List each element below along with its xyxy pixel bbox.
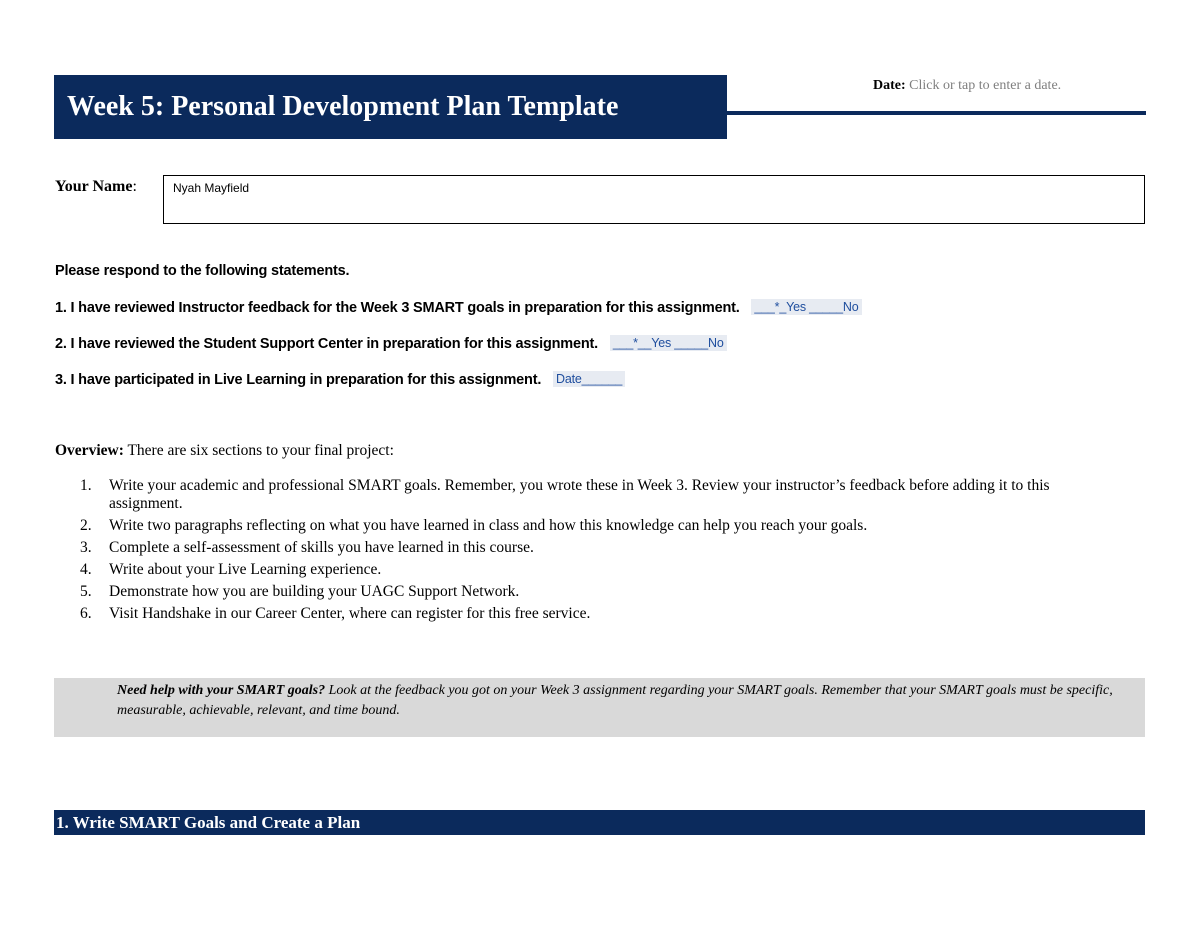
name-label-text: Your Name xyxy=(55,178,133,195)
statement-3 xyxy=(55,371,625,388)
statement-2 xyxy=(55,335,727,352)
statement-1 xyxy=(55,299,862,316)
statements-intro: Please respond to the following statements. xyxy=(55,263,350,279)
statement-1-text: 1. I have reviewed Instructor feedback for the Week 3 SMART goals in preparation for this assignment. xyxy=(55,300,740,316)
list-item-number: 1. xyxy=(80,477,92,494)
statement-3-field[interactable]: Date______ xyxy=(553,371,625,387)
list-item-text: Complete a self-assessment of skills you have learned in this course. xyxy=(109,539,534,556)
list-item-text: Write your academic and professional SMART goals. Remember, you wrote these in Week 3. Review your instructor’s feedback before adding it to this assignment. xyxy=(109,477,1050,512)
title-rule xyxy=(727,111,1146,115)
list-item-number: 6. xyxy=(80,605,92,622)
smart-goals-help-box xyxy=(54,678,1145,737)
list-item xyxy=(80,517,1120,535)
statement-1-field[interactable]: ___*_Yes _____No xyxy=(751,299,861,315)
date-field[interactable] xyxy=(873,78,1061,94)
title-banner xyxy=(54,75,727,139)
statement-2-field[interactable]: ___*__Yes _____No xyxy=(610,335,727,351)
name-value[interactable]: Nyah Mayfield xyxy=(173,181,250,195)
list-item-text: Demonstrate how you are building your UAGC Support Network. xyxy=(109,583,520,600)
page-title: Week 5: Personal Development Plan Template xyxy=(67,91,619,122)
date-label: Date: xyxy=(873,78,906,93)
list-item xyxy=(80,561,1120,579)
overview-steps-list xyxy=(80,477,1120,627)
list-item-number: 5. xyxy=(80,583,92,600)
overview-heading xyxy=(55,442,394,460)
list-item-number: 2. xyxy=(80,517,92,534)
statement-2-text: 2. I have reviewed the Student Support Center in preparation for this assignment. xyxy=(55,336,598,352)
list-item xyxy=(80,477,1120,513)
section-1-banner xyxy=(54,810,1145,835)
section-1-title: 1. Write SMART Goals and Create a Plan xyxy=(56,813,361,832)
list-item-number: 4. xyxy=(80,561,92,578)
name-label xyxy=(55,178,137,196)
list-item-number: 3. xyxy=(80,539,92,556)
list-item xyxy=(80,539,1120,557)
statement-3-text: 3. I have participated in Live Learning in preparation for this assignment. xyxy=(55,372,542,388)
list-item xyxy=(80,583,1120,601)
help-body: Look at the feedback you got on your Week 3 assignment regarding your SMART goals. Remember that your SMART goals must be specific, measurable, achievable, relevant, and time bound. xyxy=(117,683,1113,718)
help-bold: Need help with your SMART goals? xyxy=(117,683,326,698)
overview-label: Overview: xyxy=(55,442,124,459)
list-item xyxy=(80,605,1120,623)
overview-text: There are six sections to your final project: xyxy=(123,442,394,459)
name-input-box[interactable] xyxy=(163,175,1145,224)
list-item-text: Write two paragraphs reflecting on what you have learned in class and how this knowledge can help you reach your goals. xyxy=(109,517,868,534)
list-item-text: Visit Handshake in our Career Center, where can register for this free service. xyxy=(109,605,591,622)
date-placeholder[interactable]: Click or tap to enter a date. xyxy=(909,78,1062,93)
name-label-colon: : xyxy=(132,178,137,195)
list-item-text: Write about your Live Learning experience. xyxy=(109,561,382,578)
help-text xyxy=(117,681,1117,721)
